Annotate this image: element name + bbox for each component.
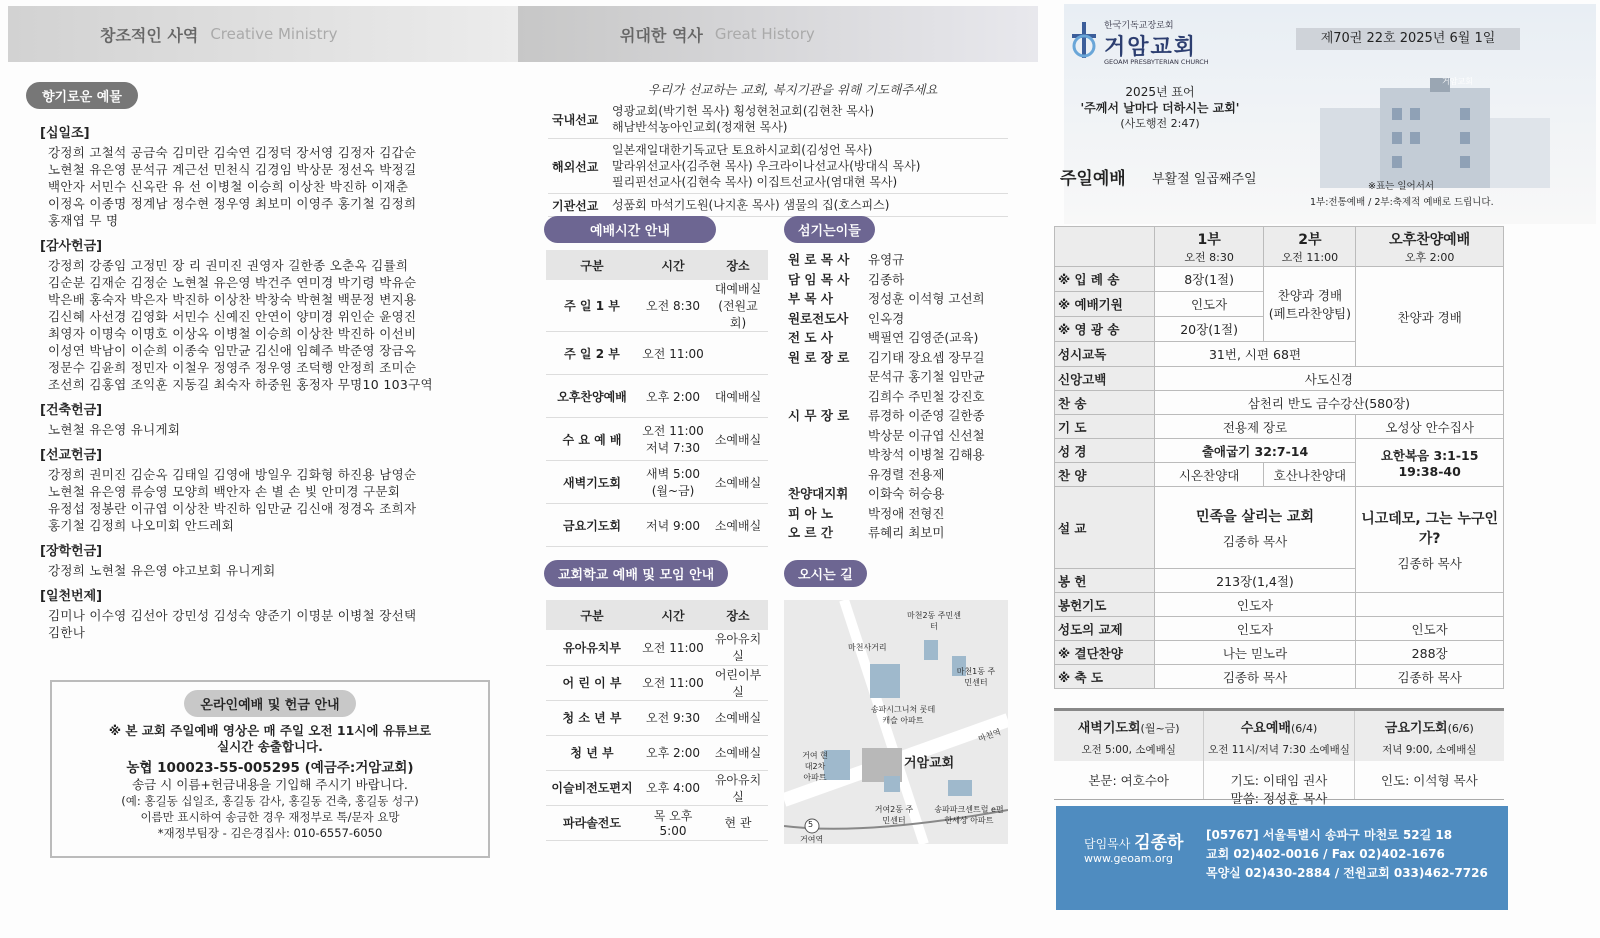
- cell: 시온찬양대: [1154, 463, 1264, 487]
- online-line3: 송금 시 이름+헌금내용을 기입해 주시기 바랍니다.: [132, 777, 408, 792]
- cell: 31번, 시편 68편: [1154, 342, 1356, 367]
- names-line: 이성연 박남이 이순희 이종숙 임만균 김신애 임혜주 박준영 장금옥: [48, 343, 417, 358]
- offering-section-title: [십일조]: [40, 126, 90, 141]
- mission-row: [548, 100, 1008, 139]
- row-time: 오전 9:30: [646, 711, 700, 725]
- server-role: 피 아 노: [788, 505, 833, 521]
- phone: 교회 02)402-0016 / Fax 02)402-1676: [1206, 847, 1445, 861]
- names-line: 조선희 김홍엽 조익훈 지동길 최숙자 하중원 홍정자 무명10 103구역: [48, 377, 433, 392]
- server-row: [788, 270, 1018, 290]
- row-time: 오전 11:00: [642, 346, 704, 361]
- pastor-label: 담임목사: [1084, 837, 1131, 851]
- row-place: 소예배실: [714, 711, 762, 725]
- online-notice-box: [50, 680, 490, 858]
- col-title: 1부: [1197, 231, 1221, 248]
- server-role: 원 로 장 로: [788, 349, 850, 365]
- col-title: 2부: [1298, 231, 1322, 248]
- row-time: 목 오후 5:00: [653, 809, 693, 838]
- cell: 오성상 안수집사: [1356, 415, 1504, 439]
- row-time: 오후 2:00: [646, 389, 700, 404]
- row-name: 파라솔전도: [563, 816, 621, 830]
- offering-section: [40, 399, 520, 438]
- mission-list: [608, 194, 1008, 217]
- mission-line: 성품회 마석기도원(나지훈 목사) 샘물의 집(호스피스): [612, 198, 890, 212]
- server-role: 담 임 목 사: [788, 271, 850, 287]
- table-row: [546, 665, 768, 700]
- offering-section-title: [일천번제]: [40, 589, 103, 604]
- pastor-name: 김종하: [1134, 833, 1184, 853]
- row-name: 청 소 년 부: [562, 711, 622, 725]
- row-place: 어린이부실: [714, 667, 762, 699]
- row-time: 새벽 5:00 (월~금): [646, 467, 700, 498]
- cell: 213장(1,4절): [1154, 569, 1356, 593]
- names-line: 백안자 서민수 신옥란 유 선 이병철 이승희 이상찬 박진하 이재춘: [48, 179, 409, 194]
- server-names: 정성훈 이석형 고선희: [868, 291, 985, 306]
- servers-list: [788, 250, 1018, 543]
- online-line5: 이름만 표시하여 송금한 경우 재정부로 톡/문자 요망: [140, 810, 400, 824]
- col-1bu: [1154, 227, 1264, 267]
- row-name: 새벽기도회: [563, 475, 621, 490]
- school-pill: 교회학교 예배 및 모임 안내: [544, 560, 728, 587]
- server-names: 김희수 주민철 강진호: [868, 388, 985, 404]
- header-title-ko: 창조적인 사역: [100, 25, 199, 45]
- meeting-sub: (6/6): [1447, 722, 1474, 735]
- row-label: 설 교: [1055, 487, 1155, 569]
- row-name: 이슬비전도편지: [551, 781, 633, 795]
- mission-table: [548, 100, 1008, 217]
- names-line: 김미나 이수영 김선아 강민성 김성숙 양준기 이명분 이병철 장선택: [48, 608, 417, 623]
- address-block: [1206, 826, 1488, 883]
- server-role: 찬양대지휘: [788, 486, 849, 501]
- cell: 인도자: [1356, 617, 1504, 641]
- row-name: 청 년 부: [570, 746, 614, 760]
- server-row: [788, 250, 1018, 270]
- cell: 삼천리 반도 금수강산(580장): [1154, 391, 1503, 415]
- table-row: [546, 770, 768, 805]
- map-label: 송파시그니처 롯데캐슬 아파트: [870, 705, 936, 725]
- cell: 호산나찬양대: [1264, 463, 1356, 487]
- cell: 20장(1절): [1154, 317, 1264, 342]
- row-label: ※ 축 도: [1055, 665, 1155, 689]
- row-time: 오전 8:30: [646, 299, 700, 313]
- col-header: 시간: [661, 608, 685, 623]
- server-row: [788, 387, 1018, 407]
- meeting-header: [1355, 711, 1504, 742]
- header-title-en: Creative Ministry: [210, 25, 338, 43]
- map-station-number: 5: [808, 820, 814, 829]
- mission-label: 기관선교: [548, 194, 608, 217]
- cell: 사도신경: [1154, 367, 1503, 391]
- corner-cell: [1055, 227, 1155, 267]
- names-line: 박은배 홍숙자 박은자 박진하 이상찬 박창숙 박현철 백문정 변지용: [48, 292, 417, 307]
- header-title-en: Great History: [714, 25, 815, 43]
- bank-account: 농협 100023-55-005295 (예금주:거암교회): [126, 760, 414, 776]
- mission-list: [608, 139, 1008, 194]
- col-time: 오전 8:30: [1184, 250, 1234, 264]
- offering-section: [40, 235, 520, 393]
- meeting-body: 기도: 이태임 권사: [1230, 773, 1328, 788]
- server-row: [788, 484, 1018, 504]
- row-label: ※ 입 례 송: [1055, 267, 1155, 292]
- names-line: 최영자 이명숙 이명호 이상옥 이병철 이승희 이상찬 박진하 이선비: [48, 326, 417, 341]
- meeting-box: [1355, 711, 1504, 799]
- server-names: 유경렬 전용제: [868, 466, 945, 482]
- col-title: 오후찬양예배: [1389, 231, 1471, 248]
- row-name: 주 일 1 부: [564, 299, 620, 313]
- sermon-title: 니고데모, 그는 누구인가?: [1361, 510, 1499, 547]
- names-line: 강정희 강종임 고정민 장 리 권미진 권영자 길한종 오춘옥 김률희: [48, 258, 409, 273]
- row-time: 오전 11:00: [642, 640, 704, 655]
- sermon-cell: [1154, 487, 1356, 569]
- server-row: [788, 445, 1018, 465]
- names-line: 노현철 유은영 류승영 모양희 백안자 손 별 손 빛 안미경 구문회: [48, 484, 401, 499]
- map-label: 거여2동 주민센터: [874, 805, 914, 825]
- table-row: [546, 805, 768, 840]
- issue-info: 제70권 22호 2025년 6월 1일: [1296, 28, 1520, 50]
- row-label: ※ 영 광 송: [1055, 317, 1155, 342]
- servers-pill: 섬기는이들: [784, 216, 875, 243]
- server-role: [788, 367, 868, 387]
- address: [05767] 서울특별시 송파구 마천로 52길 18: [1206, 828, 1453, 842]
- online-line4: (예: 홍길동 십일조, 홍길동 감사, 홍길동 건축, 홍길동 성구): [121, 794, 419, 808]
- map-label: 마천역: [977, 727, 1003, 744]
- online-notice-title: 온라인예배 및 헌금 안내: [184, 690, 355, 717]
- map-church-label: 거암교회: [904, 756, 955, 771]
- website-link[interactable]: www.geoam.org: [1084, 852, 1173, 865]
- server-names: 류경하 이준영 길한종: [868, 408, 985, 423]
- meeting-title: 새벽기도회: [1077, 721, 1141, 736]
- motto-block: [1070, 84, 1250, 132]
- worship-times-table: [546, 250, 768, 547]
- cell: 인도자: [1154, 593, 1356, 617]
- col-time: 오후 2:00: [1404, 250, 1455, 264]
- server-names: 박정애 전형진: [868, 505, 945, 521]
- col-header: 구분: [580, 258, 604, 273]
- row-name: 어 린 이 부: [562, 676, 622, 690]
- school-table: [546, 600, 768, 841]
- offering-section: [40, 585, 520, 641]
- meeting-header: [1204, 711, 1353, 742]
- offerings-list: [40, 116, 520, 641]
- church-logo-icon: [1070, 22, 1098, 58]
- mission-line: 영광교회(박기헌 목사) 횡성현천교회(김현찬 목사): [612, 104, 875, 118]
- offering-section: [40, 540, 520, 579]
- panel-great-history: [530, 0, 1060, 938]
- church-building-image: [1320, 68, 1550, 188]
- meeting-time: 저녁 9:00, 소예배실: [1355, 742, 1504, 761]
- row-time: 저녁 9:00: [646, 518, 700, 533]
- directions-pill: 오시는 길: [784, 560, 867, 587]
- offerings-pill: 향기로운 예물: [26, 82, 138, 109]
- table-row: [546, 280, 768, 332]
- panel-cover-order: [1060, 0, 1600, 938]
- server-names: 김기태 장요셉 장무길: [868, 349, 985, 365]
- col-time: 오전 11:00: [1281, 250, 1339, 264]
- server-names: 백필연 김영준(교육): [868, 330, 979, 345]
- offering-section-title: [건축헌금]: [40, 403, 103, 418]
- server-row: [788, 328, 1018, 348]
- cell: 8장(1절): [1154, 267, 1264, 292]
- offering-section-title: [장학헌금]: [40, 544, 103, 559]
- online-line2: 실시간 송출합니다.: [217, 739, 323, 754]
- server-names: 박상문 이규엽 신선철: [868, 427, 985, 443]
- names-line: 노현철 유은영 유니게회: [48, 422, 181, 437]
- row-name: 유아유치부: [563, 640, 621, 655]
- church-name: 거암교회: [1104, 35, 1198, 60]
- meeting-body: 인도: 이석형 목사: [1380, 773, 1478, 788]
- phone2: 목양실 02)430-2884 / 전원교회 033)462-7726: [1206, 866, 1488, 880]
- row-label: 봉 헌: [1055, 569, 1155, 593]
- cell: 전용제 장로: [1154, 415, 1356, 439]
- row-time: 오후 4:00: [646, 781, 700, 795]
- table-row: [546, 735, 768, 770]
- server-names: 문석규 홍기철 임만균: [868, 369, 985, 384]
- row-place: 대예배실 (전원교회): [714, 282, 762, 330]
- preacher: 김종하 목사: [1222, 533, 1288, 549]
- server-role: [788, 465, 868, 485]
- online-line1: ※ 본 교회 주일예배 영상은 매 주일 오전 11시에 유튜브로: [108, 723, 432, 738]
- server-names: 박창석 이병철 김해용: [868, 447, 985, 462]
- names-line: 강정희 권미진 김순옥 김태일 김영애 방일우 김화형 하진용 남영순: [48, 467, 417, 482]
- mission-row: [548, 139, 1008, 194]
- offering-names: [40, 562, 520, 579]
- row-label: 기 도: [1055, 415, 1155, 439]
- server-row: [788, 504, 1018, 524]
- cell: 찬양과 경배: [1356, 267, 1504, 367]
- pastor-block: [1084, 828, 1183, 853]
- names-line: 김한나: [48, 625, 86, 640]
- map-label: 마천1동 주민센터: [956, 667, 996, 687]
- col-afternoon: [1356, 227, 1504, 267]
- panel-header: [8, 6, 518, 62]
- offering-names: [40, 421, 520, 438]
- cell: 288장: [1356, 641, 1504, 665]
- server-names: 김종하: [868, 271, 905, 287]
- offering-section: [40, 444, 520, 534]
- row-label: 성시교독: [1055, 342, 1155, 367]
- mission-line: 말라위선교사(김주현 목사) 우크라이나선교사(방대식 목사): [612, 159, 921, 173]
- names-line: 강정희 노현철 유은영 야고보회 유니게회: [48, 563, 276, 578]
- server-role: [788, 426, 868, 446]
- server-row: [788, 367, 1018, 387]
- row-place: 소예배실: [714, 475, 762, 490]
- row-place: 소예배실: [714, 746, 762, 760]
- table-row: [546, 700, 768, 735]
- cell: 인도자: [1154, 617, 1356, 641]
- row-time: 오전 11:00: [642, 676, 704, 690]
- cell: 요한복음 3:1-15 19:38-40: [1356, 439, 1504, 487]
- panel-header: [518, 6, 1038, 62]
- table-row: [546, 332, 768, 375]
- offering-names: [40, 466, 520, 534]
- row-label: 성 경: [1055, 439, 1155, 463]
- meeting-box: [1054, 711, 1204, 799]
- row-name: 수 요 예 배: [562, 432, 622, 447]
- church-name-en: GEOAM PRESBYTERIAN CHURCH: [1104, 58, 1209, 66]
- meeting-body: 본문: 여호수아: [1088, 773, 1169, 788]
- server-row: [788, 406, 1018, 426]
- meeting-time: 오전 11시/저녁 7:30 소예배실: [1204, 742, 1353, 761]
- row-label: 성도의 교제: [1055, 617, 1155, 641]
- names-line: 유정섭 정봉란 이규엽 이상찬 박진하 임만균 김신애 정경옥 조희자: [48, 501, 417, 516]
- meeting-header: [1054, 711, 1203, 742]
- names-line: 노현철 유은영 문석규 계근선 민천식 김경임 박상문 정선옥 박정길: [48, 162, 417, 177]
- row-place: 소예배실: [714, 432, 762, 447]
- sunday-service-title: 주일예배: [1060, 169, 1126, 189]
- server-role: 전 도 사: [788, 330, 833, 345]
- panel-creative-ministry: [0, 0, 530, 938]
- map-label: 송파파크센트럴 e편한세상 아파트: [934, 805, 1004, 825]
- names-line: 김신혜 사선경 김영화 서민수 신예진 안연이 양미경 위인순 윤영진: [48, 309, 417, 324]
- names-line: 정문수 김윤희 정민자 이철우 정영주 정우영 조덕행 안정희 조미순: [48, 360, 417, 375]
- row-label: ※ 예배기원: [1055, 292, 1155, 317]
- motto-text: '주께서 날마다 더하시는 교회': [1080, 101, 1240, 115]
- server-row: [788, 465, 1018, 485]
- stand-note: ※표는 일어서서: [1368, 181, 1435, 192]
- row-time: 오후 2:00: [646, 746, 700, 760]
- row-place: 소예배실: [714, 518, 762, 533]
- row-name: 주 일 2 부: [564, 346, 620, 361]
- col-header: 장소: [726, 608, 750, 623]
- map-label: 마천사거리: [848, 643, 887, 652]
- mission-label: 해외선교: [548, 139, 608, 194]
- meeting-sub: (6/4): [1290, 722, 1318, 735]
- server-role: 원로전도사: [788, 310, 849, 326]
- row-place: 대예배실: [714, 389, 762, 404]
- table-row: [546, 461, 768, 504]
- map-label: 거여 현대2차 아파트: [802, 751, 828, 782]
- header-title-ko: 위대한 역사: [620, 25, 703, 45]
- offering-names: [40, 257, 520, 393]
- mission-line: 필리핀선교사(김현숙 목사) 이집트선교사(염대현 목사): [612, 175, 898, 189]
- server-role: [788, 387, 868, 407]
- worship-times-pill: 예배시간 안내: [544, 216, 716, 243]
- server-names: 류혜리 최보미: [868, 525, 945, 540]
- row-place: 현 관: [724, 816, 752, 830]
- meeting-box: [1204, 711, 1354, 806]
- preacher: 김종하 목사: [1397, 555, 1462, 571]
- server-row: [788, 523, 1018, 543]
- mission-line: 일본재일대한기독교단 토요하시교회(김성언 목사): [612, 143, 873, 157]
- mission-row: [548, 194, 1008, 217]
- server-role: [788, 445, 868, 465]
- table-row: [546, 375, 768, 418]
- meeting-body: 말씀: 정성훈 목사: [1230, 791, 1328, 806]
- cell: 김종하 목사: [1154, 665, 1356, 689]
- server-names: 인옥경: [868, 310, 905, 326]
- order-of-worship-table: [1054, 226, 1504, 689]
- cell: [1356, 593, 1504, 617]
- table-row: [546, 418, 768, 461]
- mission-title: 우리가 선교하는 교회, 복지기관을 위해 기도해주세요: [648, 82, 938, 97]
- sunday-service-sub: 부활절 일곱째주일: [1152, 172, 1257, 187]
- row-label: 찬 송: [1055, 391, 1155, 415]
- mission-list: [608, 100, 1008, 139]
- row-place: 유아유치실: [714, 772, 762, 804]
- map-label: 거여역: [800, 835, 824, 844]
- offering-section-title: [선교헌금]: [40, 448, 103, 463]
- building-sign: 거암교회: [1442, 77, 1473, 86]
- denomination-name: 한국기독교장로회: [1104, 21, 1174, 31]
- table-row: [546, 504, 768, 547]
- service-type-note: 1부:전통예배 / 2부:축제적 예배로 드립니다.: [1310, 197, 1494, 208]
- sermon-cell: [1356, 487, 1504, 593]
- row-time: 오전 11:00 저녁 7:30: [642, 424, 704, 455]
- motto-year: 2025년 표어: [1125, 85, 1195, 99]
- row-label: ※ 결단찬양: [1055, 641, 1155, 665]
- server-role: 시 무 장 로: [788, 408, 850, 423]
- table-row: [546, 630, 768, 665]
- names-line: 이정옥 이종명 정계남 정수현 정우영 최보미 이영주 홍기철 김정희: [48, 196, 417, 211]
- meeting-title: 수요예배: [1240, 721, 1291, 736]
- cell: 김종하 목사: [1356, 665, 1504, 689]
- row-label: 봉헌기도: [1055, 593, 1155, 617]
- offering-section: [40, 122, 520, 229]
- server-row: [788, 289, 1018, 309]
- row-label: 찬 양: [1055, 463, 1155, 487]
- row-name: 오후찬양예배: [557, 389, 627, 404]
- map-label: 마천2동 주민센터: [906, 611, 961, 631]
- sermon-title: 민족을 살리는 교회: [1196, 508, 1314, 525]
- server-names: 유영규: [868, 252, 905, 267]
- offering-names: [40, 607, 520, 641]
- cell: 출애굽기 32:7-14: [1154, 439, 1356, 463]
- location-map[interactable]: [784, 600, 1008, 844]
- weekly-meetings: [1054, 708, 1504, 806]
- server-role: 오 르 간: [788, 525, 833, 540]
- row-place: [708, 332, 768, 375]
- offering-names: [40, 144, 520, 229]
- row-label: 신앙고백: [1055, 367, 1155, 391]
- col-header: 시간: [661, 258, 685, 273]
- names-line: 홍재엽 무 명: [48, 213, 119, 228]
- names-line: 강정희 고철석 공금숙 김미란 김숙연 김정덕 장서영 김정자 김갑순: [48, 145, 417, 160]
- col-2bu: [1264, 227, 1356, 267]
- cell: 나는 믿노라: [1154, 641, 1356, 665]
- server-row: [788, 348, 1018, 368]
- server-names: 이화숙 허승용: [868, 486, 945, 501]
- server-role: 부 목 사: [788, 291, 833, 306]
- server-role: 원 로 목 사: [788, 252, 850, 267]
- names-line: 김순분 김재순 김정순 노현철 유은영 박건주 연미경 박기령 박유순: [48, 275, 417, 290]
- cell: 찬양과 경배 (페트라찬양팀): [1264, 267, 1356, 342]
- names-line: 홍기철 김정희 나오미회 안드레회: [48, 518, 235, 533]
- server-row: [788, 309, 1018, 329]
- meeting-time: 오전 5:00, 소예배실: [1054, 742, 1203, 761]
- offering-section-title: [감사헌금]: [40, 239, 103, 254]
- mission-line: 해남반석농아인교회(정재현 목사): [612, 120, 788, 134]
- cell: 인도자: [1154, 292, 1264, 317]
- row-name: 금요기도회: [563, 518, 621, 533]
- server-row: [788, 426, 1018, 446]
- contact-footer: [1056, 806, 1508, 910]
- col-header: 구분: [580, 608, 604, 623]
- col-header: 장소: [726, 258, 750, 273]
- mission-label: 국내선교: [548, 100, 608, 139]
- meeting-sub: (월~금): [1140, 722, 1180, 735]
- motto-ref: (사도행전 2:47): [1120, 117, 1200, 130]
- online-line6: *재정부팀장 - 김은경집사: 010-6557-6050: [157, 826, 383, 840]
- meeting-title: 금요기도회: [1384, 721, 1448, 736]
- row-place: 유아유치실: [714, 632, 762, 664]
